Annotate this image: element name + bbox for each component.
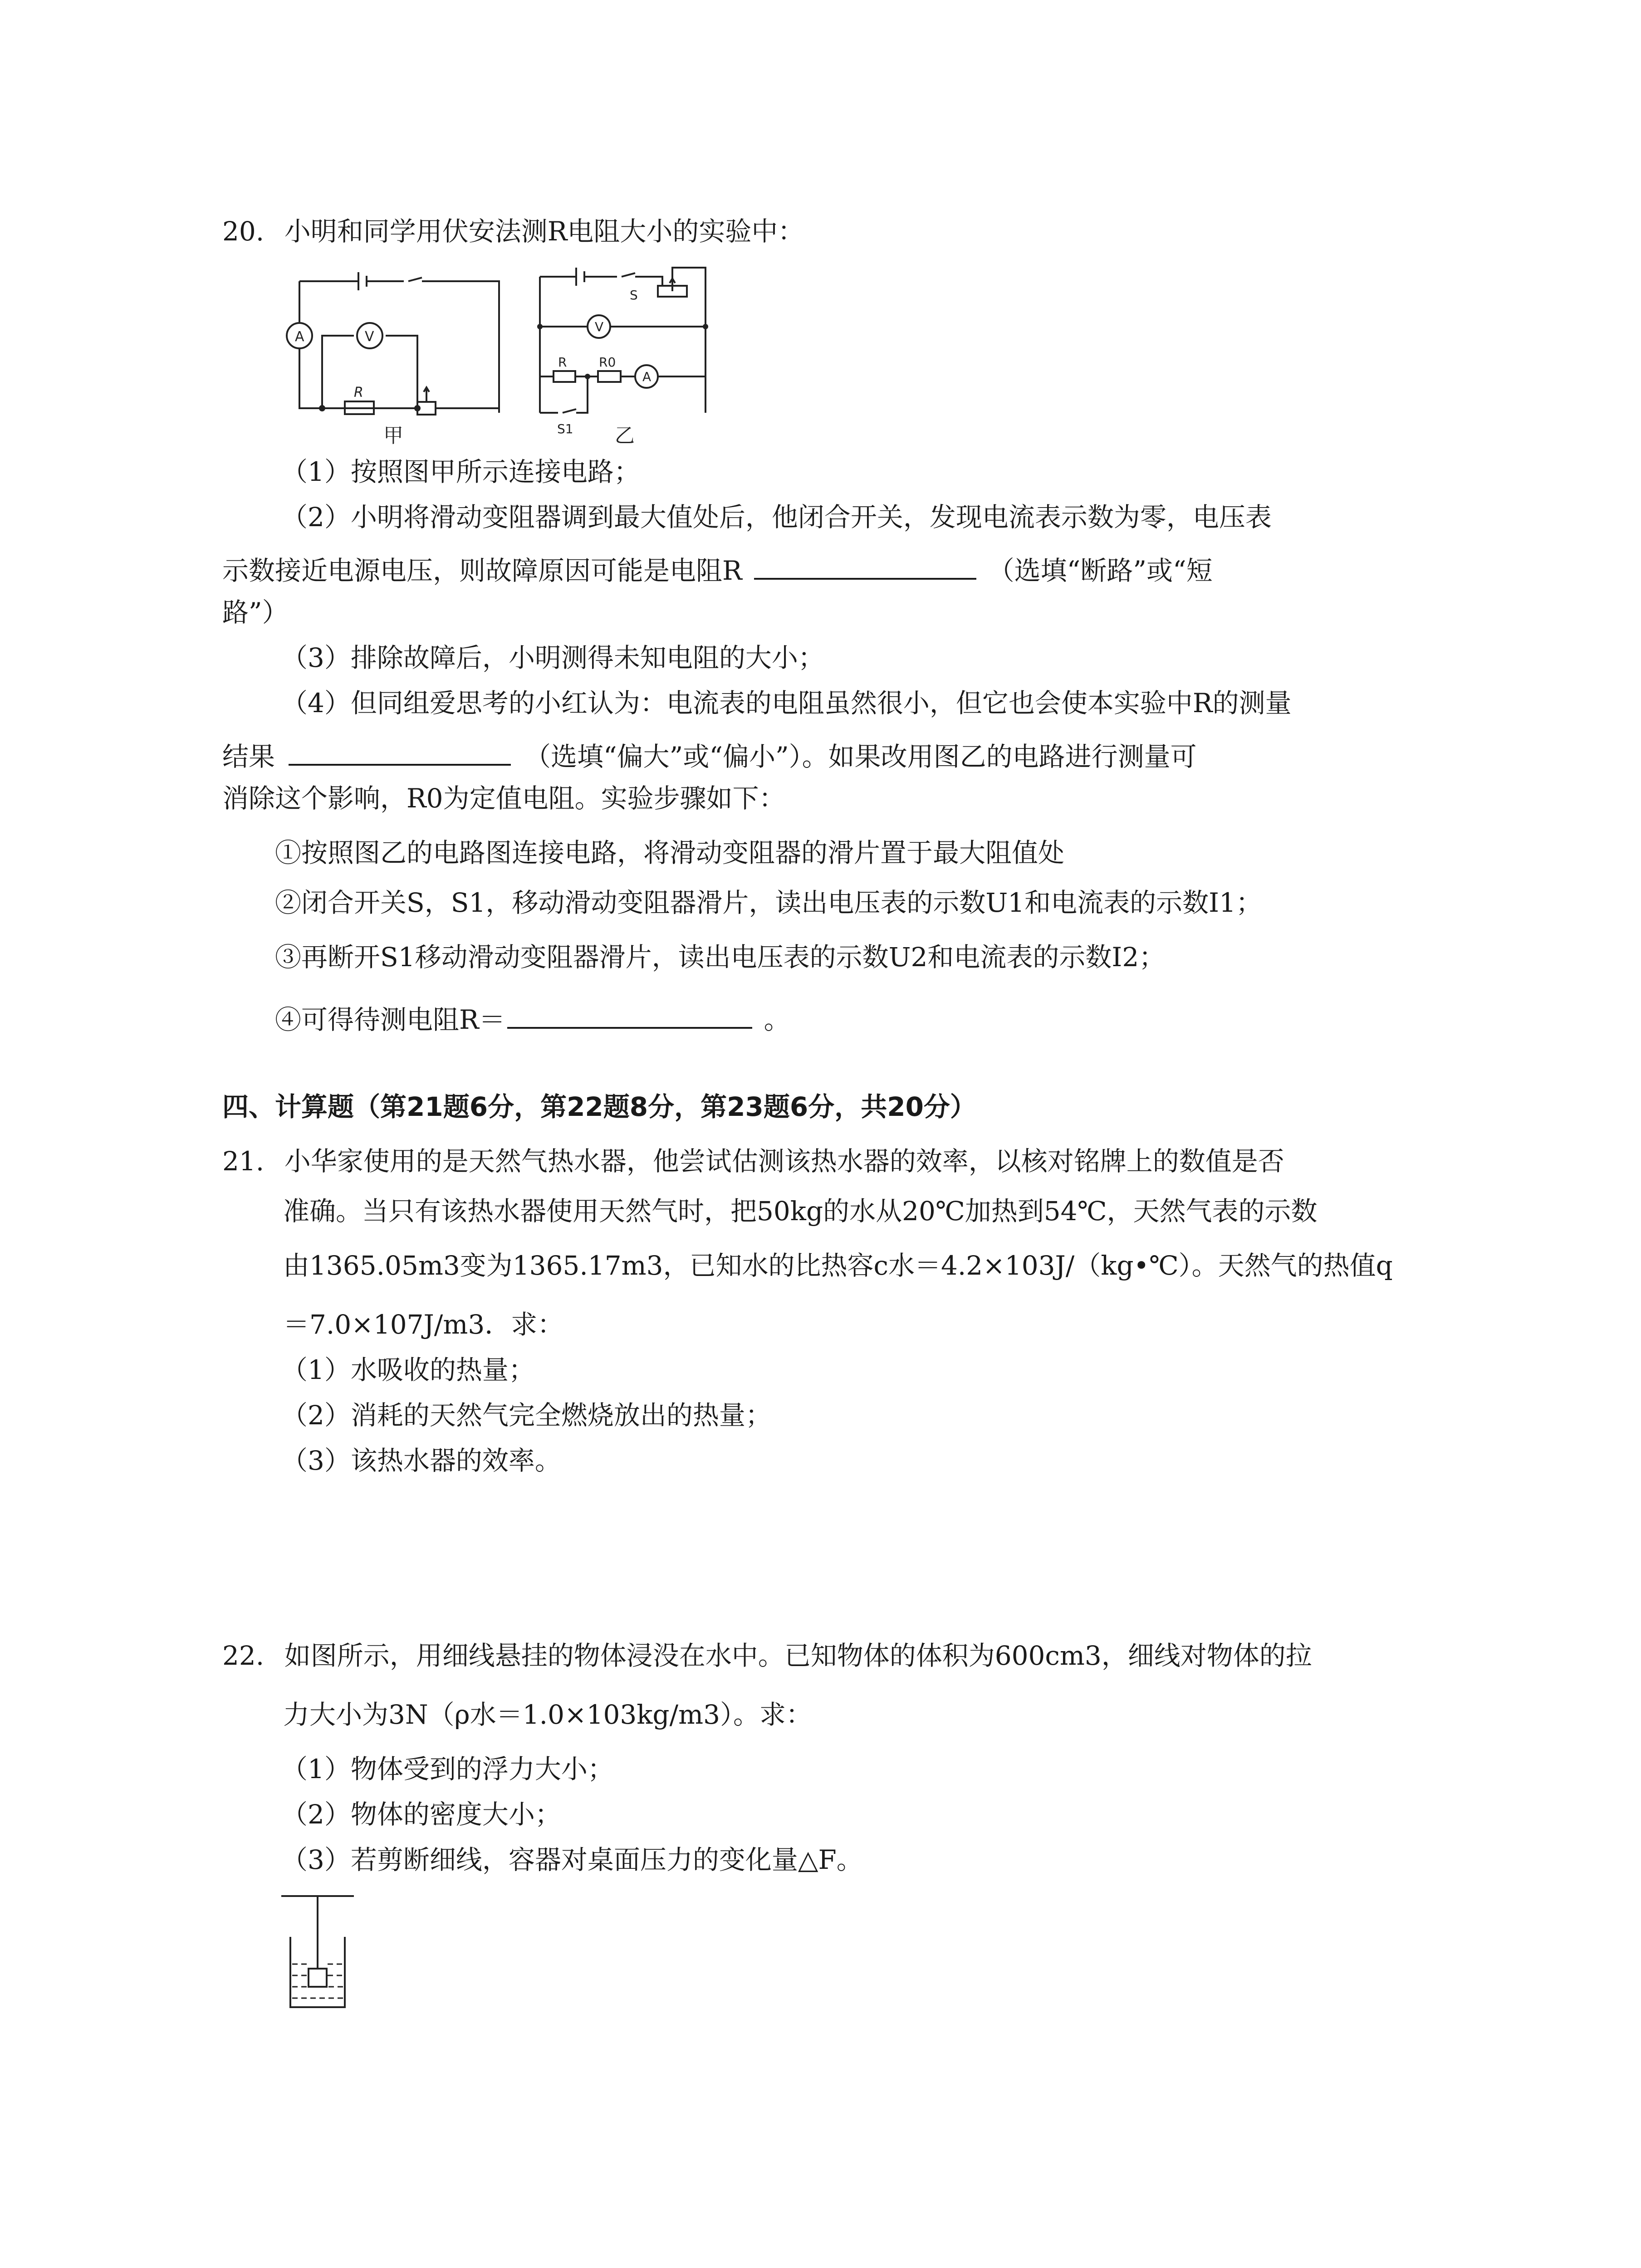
q22-line1-text: 如图所示，用细线悬挂的物体浸没在水中。已知物体的体积为600cm3，细线对物体的拉: [284, 1640, 1312, 1671]
q21-part2: （2）消耗的天然气完全燃烧放出的热量；: [281, 1400, 772, 1431]
q21-number: 21.: [222, 1146, 265, 1177]
q21-part1: （1）水吸收的热量；: [281, 1354, 535, 1385]
q21-part3: （3）该热水器的效率。: [281, 1445, 561, 1476]
fig-yi-label: 乙: [615, 424, 635, 447]
q20-part2-line1: （2）小明将滑动变阻器调到最大值处后，他闭合开关，发现电流表示数为零，电压表: [281, 502, 1272, 533]
q20-number: 20.: [222, 216, 265, 247]
q21-line2: 准确。当只有该热水器使用天然气时，把50kg的水从20℃加热到54℃，天然气表的示数: [283, 1196, 1318, 1227]
q20-part2-post: （选填“断路”或“短: [988, 555, 1213, 586]
q21-line3: 由1365.05m3变为1365.17m3，已知水的比热容c水＝4.2×103J/（kg•℃）。天然气的热值q: [283, 1250, 1393, 1281]
q20-stem: [222, 213, 804, 249]
q22-part1: （1）物体受到的浮力大小；: [281, 1754, 614, 1784]
q20-step4-pre: ④可得待测电阻R＝: [275, 1004, 505, 1035]
q20-stem-text: 小明和同学用伏安法测R电阻大小的实验中：: [284, 216, 804, 247]
q20-part4-line3: 消除这个影响，R0为定值电阻。实验步骤如下：: [222, 783, 785, 814]
q20-step4-post: 。: [764, 1004, 790, 1035]
q20-blank-resistance[interactable]: [507, 998, 752, 1029]
beaker-figure: [272, 1892, 363, 2014]
jia-resistor-label: R: [354, 385, 363, 401]
circuit-figure-jia: [281, 268, 517, 449]
q20-blank-bias[interactable]: [289, 735, 511, 766]
q20-blank-fault[interactable]: [754, 549, 976, 580]
yi-switch-S1-label: S1: [557, 421, 573, 436]
q22-part3: （3）若剪断细线，容器对桌面压力的变化量△F。: [281, 1844, 863, 1875]
section-4-heading: 四、计算题（第21题6分，第22题8分，第23题6分，共20分）: [222, 1091, 976, 1122]
q20-part2-pre: 示数接近电源电压，则故障原因可能是电阻R: [222, 555, 742, 586]
yi-ammeter-label: A: [642, 369, 652, 384]
yi-resistor-R0-label: R0: [599, 355, 616, 370]
q20-part4-line1: （4）但同组爱思考的小红认为：电流表的电阻虽然很小，但它也会使本实验中R的测量: [281, 688, 1292, 719]
q21-line1: [222, 1143, 1284, 1179]
q20-part1: （1）按照图甲所示连接电路；: [281, 456, 640, 487]
yi-switch-S-label: S: [630, 288, 638, 303]
q22-line1: [222, 1637, 1312, 1674]
fig-jia-label: 甲: [383, 424, 403, 447]
q20-part4-line2: [222, 735, 1197, 775]
jia-voltmeter-label: V: [365, 329, 374, 345]
q20-part2-line2: [222, 549, 1213, 589]
q22-line2: 力大小为3N（ρ水＝1.0×103kg/m3）。求：: [283, 1699, 813, 1730]
q20-part2-line3: 路”）: [222, 597, 289, 628]
yi-voltmeter-label: V: [595, 319, 604, 334]
yi-resistor-R-label: R: [558, 355, 567, 370]
q21-line1-text: 小华家使用的是天然气热水器，他尝试估测该热水器的效率，以核对铭牌上的数值是否: [284, 1146, 1284, 1177]
q20-step3: ③再断开S1移动滑动变阻器滑片，读出电压表的示数U2和电流表的示数I2；: [275, 942, 1166, 973]
q20-part4-post: （选填“偏大”或“偏小”）。如果改用图乙的电路进行测量可: [524, 741, 1197, 772]
q20-part4-pre: 结果: [222, 741, 275, 772]
q20-step4: [275, 998, 790, 1038]
circuit-figure-yi: [526, 263, 753, 449]
q20-part3: （3）排除故障后，小明测得未知电阻的大小；: [281, 642, 824, 673]
q20-step2: ②闭合开关S，S1，移动滑动变阻器滑片，读出电压表的示数U1和电流表的示数I1；: [275, 887, 1262, 918]
q22-part2: （2）物体的密度大小；: [281, 1799, 561, 1830]
jia-ammeter-label: A: [295, 329, 304, 345]
q21-line4: ＝7.0×107J/m3．求：: [283, 1309, 564, 1340]
q22-number: 22.: [222, 1640, 265, 1671]
q20-step1: ①按照图乙的电路图连接电路，将滑动变阻器的滑片置于最大阻值处: [275, 837, 1065, 868]
